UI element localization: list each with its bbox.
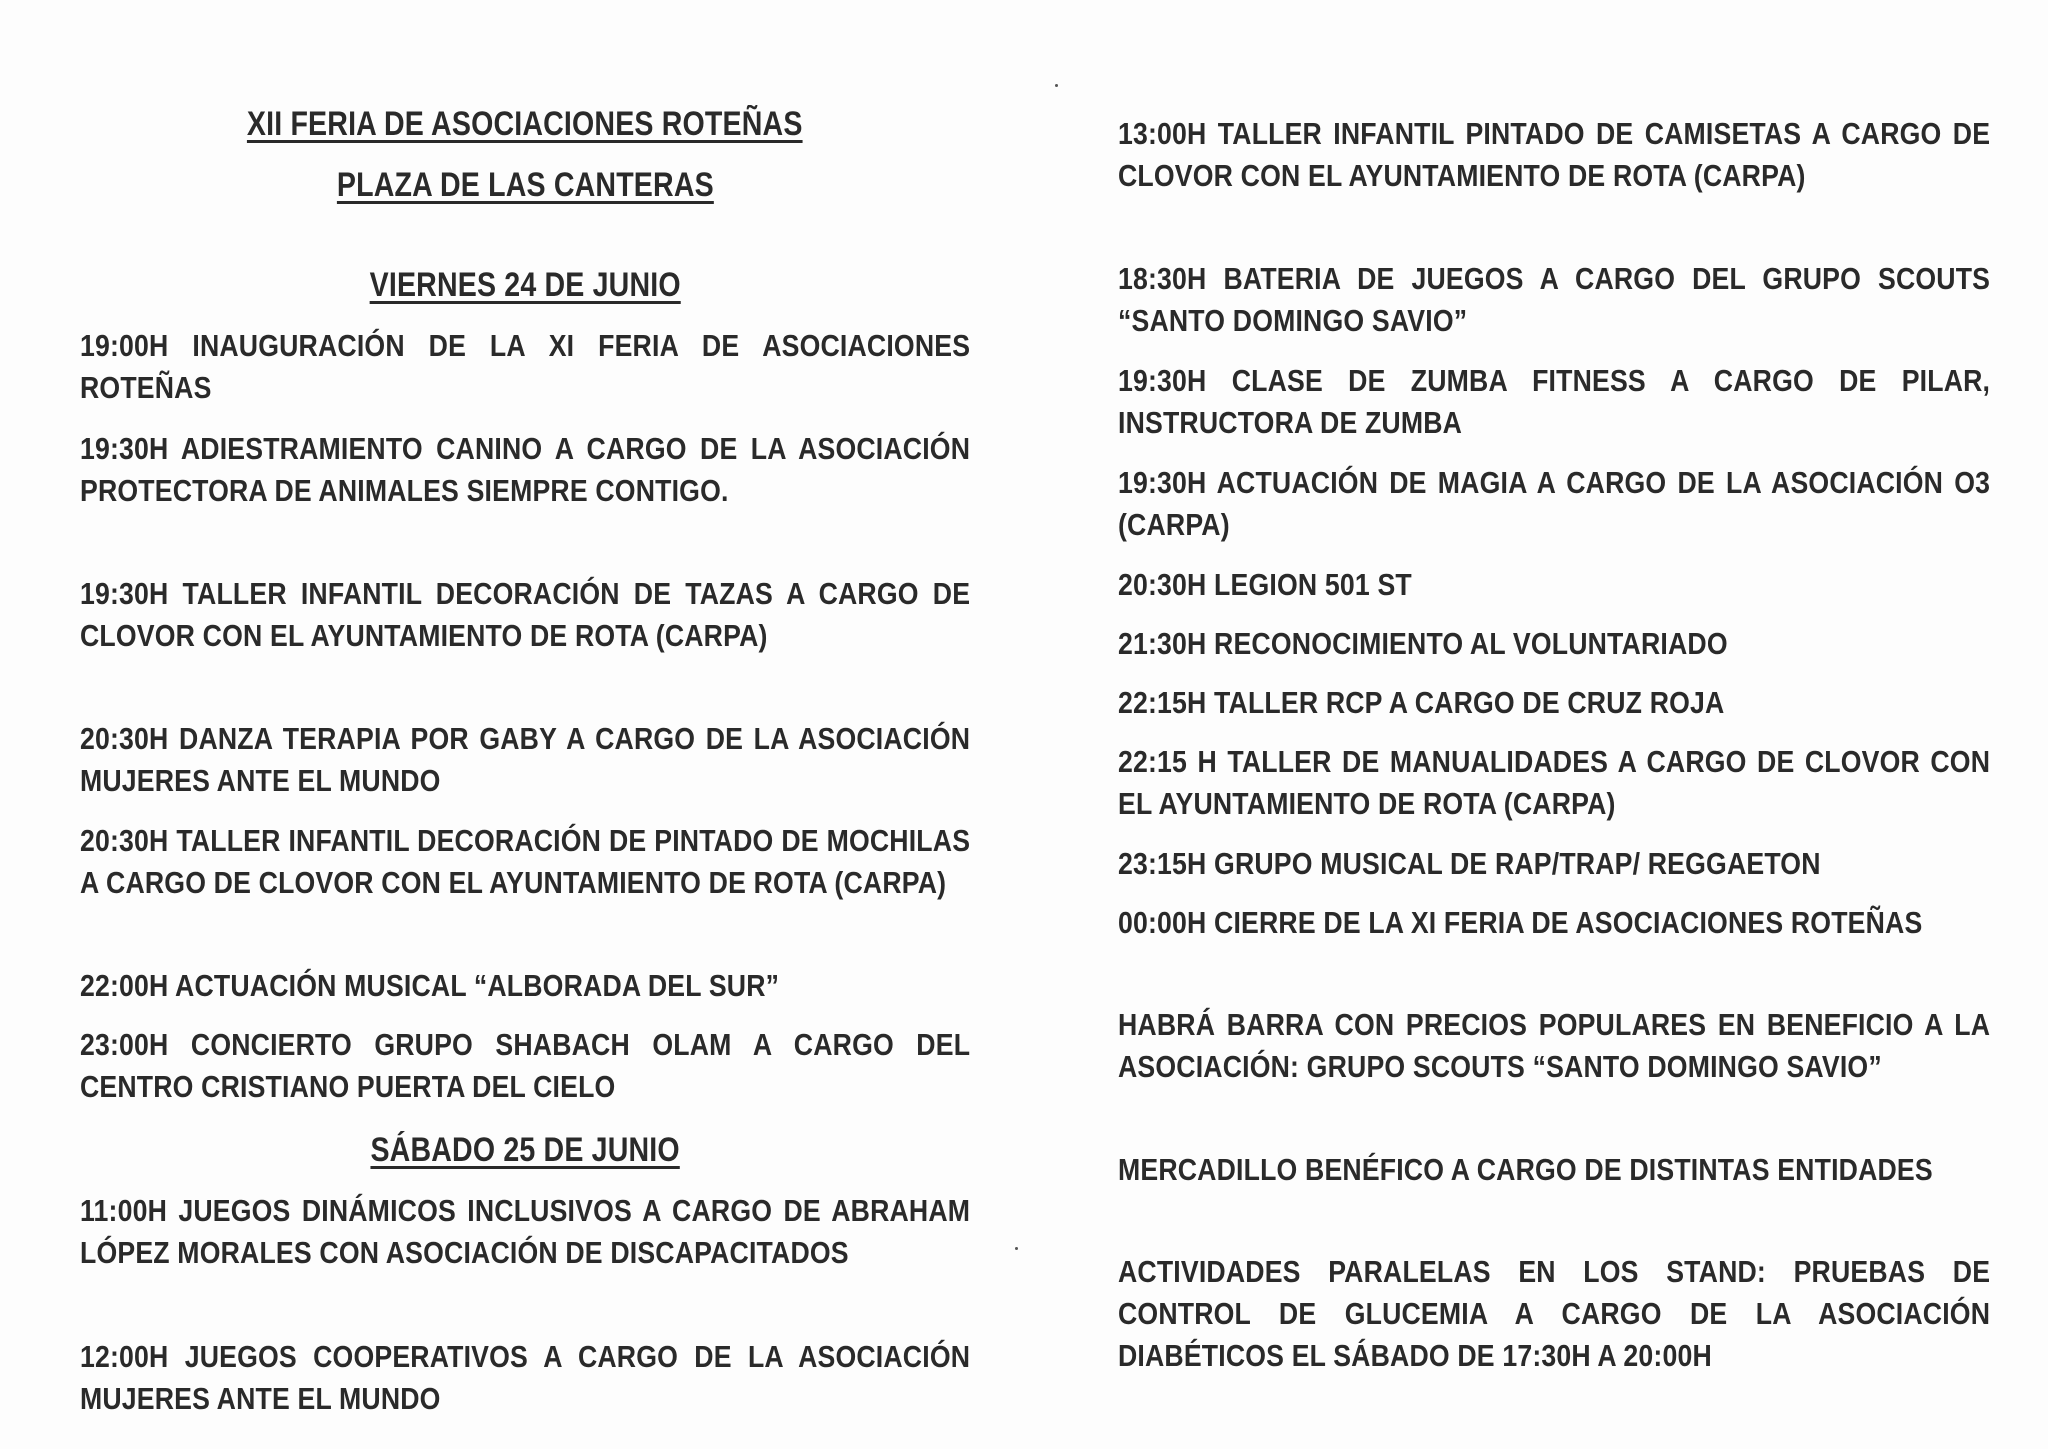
document-title — [80, 104, 970, 144]
event-text: 23:00H CONCIERTO GRUPO SHABACH OLAM A CARGO DEL CENTRO CRISTIANO PUERTA DEL CIELO — [80, 1027, 971, 1104]
event-item — [80, 965, 970, 1007]
event-text: 22:00H ACTUACIÓN MUSICAL “ALBORADA DEL SUR” — [80, 968, 780, 1003]
event-text: 23:15H GRUPO MUSICAL DE RAP/TRAP/ REGGAETON — [1118, 846, 1821, 881]
note-item — [1118, 1251, 1990, 1377]
event-item — [80, 1024, 970, 1108]
event-text: 12:00H JUEGOS COOPERATIVOS A CARGO DE LA ASOCIACIÓN MUJERES ANTE EL MUNDO — [80, 1339, 971, 1416]
venue-title — [80, 165, 970, 205]
event-item — [80, 1190, 970, 1274]
event-text: 20:30H TALLER INFANTIL DECORACIÓN DE PINTADO DE MOCHILAS A CARGO DE CLOVOR CON EL AYUNTAMIENTO DE ROTA (CARPA) — [80, 823, 971, 900]
event-item — [80, 573, 970, 657]
event-item — [1118, 902, 1990, 944]
event-item — [1118, 258, 1990, 342]
event-text: 11:00H JUEGOS DINÁMICOS INCLUSIVOS A CARGO DE ABRAHAM LÓPEZ MORALES CON ASOCIACIÓN DE DISCAPACITADOS — [80, 1193, 971, 1270]
note-text: MERCADILLO BENÉFICO A CARGO DE DISTINTAS ENTIDADES — [1118, 1152, 1933, 1187]
event-item — [80, 820, 970, 904]
event-text: 00:00H CIERRE DE LA XI FERIA DE ASOCIACIONES ROTEÑAS — [1118, 905, 1923, 940]
day-heading-friday — [80, 265, 970, 305]
event-item — [1118, 113, 1990, 197]
event-item — [1118, 360, 1990, 444]
event-item — [1118, 462, 1990, 546]
scan-speck — [1015, 1247, 1018, 1250]
day-heading-text: SÁBADO 25 DE JUNIO — [370, 1131, 680, 1169]
note-item — [1118, 1149, 1990, 1191]
event-text: 22:15 H TALLER DE MANUALIDADES A CARGO DE CLOVOR CON EL AYUNTAMIENTO DE ROTA (CARPA) — [1118, 744, 1991, 821]
event-text: 19:30H ADIESTRAMIENTO CANINO A CARGO DE LA ASOCIACIÓN PROTECTORA DE ANIMALES SIEMPRE CONTIGO. — [80, 431, 971, 508]
event-item — [1118, 741, 1990, 825]
note-item — [1118, 1004, 1990, 1088]
event-text: 20:30H LEGION 501 ST — [1118, 567, 1412, 602]
event-text: 22:15H TALLER RCP A CARGO DE CRUZ ROJA — [1118, 685, 1725, 720]
day-heading-saturday — [80, 1130, 970, 1170]
day-heading-text: VIERNES 24 DE JUNIO — [369, 266, 681, 304]
event-item — [80, 325, 970, 409]
note-text: ACTIVIDADES PARALELAS EN LOS STAND: PRUEBAS DE CONTROL DE GLUCEMIA A CARGO DE LA ASOCIACIÓN DIABÉTICOS EL SÁBADO DE 17:30H A 20:00H — [1118, 1254, 1991, 1373]
event-text: 13:00H TALLER INFANTIL PINTADO DE CAMISETAS A CARGO DE CLOVOR CON EL AYUNTAMIENTO DE ROTA (CARPA) — [1118, 116, 1991, 193]
event-item — [80, 428, 970, 512]
event-item — [1118, 623, 1990, 665]
event-item — [80, 718, 970, 802]
note-text: HABRÁ BARRA CON PRECIOS POPULARES EN BENEFICIO A LA ASOCIACIÓN: GRUPO SCOUTS “SANTO DOMINGO SAVIO” — [1118, 1007, 1991, 1084]
title-text: XII FERIA DE ASOCIACIONES ROTEÑAS — [247, 105, 803, 143]
event-text: 19:30H TALLER INFANTIL DECORACIÓN DE TAZAS A CARGO DE CLOVOR CON EL AYUNTAMIENTO DE ROTA (CARPA) — [80, 576, 971, 653]
event-item — [1118, 843, 1990, 885]
event-text: 19:30H CLASE DE ZUMBA FITNESS A CARGO DE PILAR, INSTRUCTORA DE ZUMBA — [1118, 363, 1991, 440]
event-text: 19:00H INAUGURACIÓN DE LA XI FERIA DE ASOCIACIONES ROTEÑAS — [80, 328, 971, 405]
event-item — [80, 1336, 970, 1420]
event-item — [1118, 682, 1990, 724]
event-item — [1118, 564, 1990, 606]
scan-speck — [1055, 84, 1058, 87]
event-text: 19:30H ACTUACIÓN DE MAGIA A CARGO DE LA ASOCIACIÓN O3 (CARPA) — [1118, 465, 1991, 542]
event-text: 18:30H BATERIA DE JUEGOS A CARGO DEL GRUPO SCOUTS “SANTO DOMINGO SAVIO” — [1118, 261, 1991, 338]
event-text: 21:30H RECONOCIMIENTO AL VOLUNTARIADO — [1118, 626, 1728, 661]
venue-text: PLAZA DE LAS CANTERAS — [336, 166, 714, 204]
event-text: 20:30H DANZA TERAPIA POR GABY A CARGO DE LA ASOCIACIÓN MUJERES ANTE EL MUNDO — [80, 721, 971, 798]
